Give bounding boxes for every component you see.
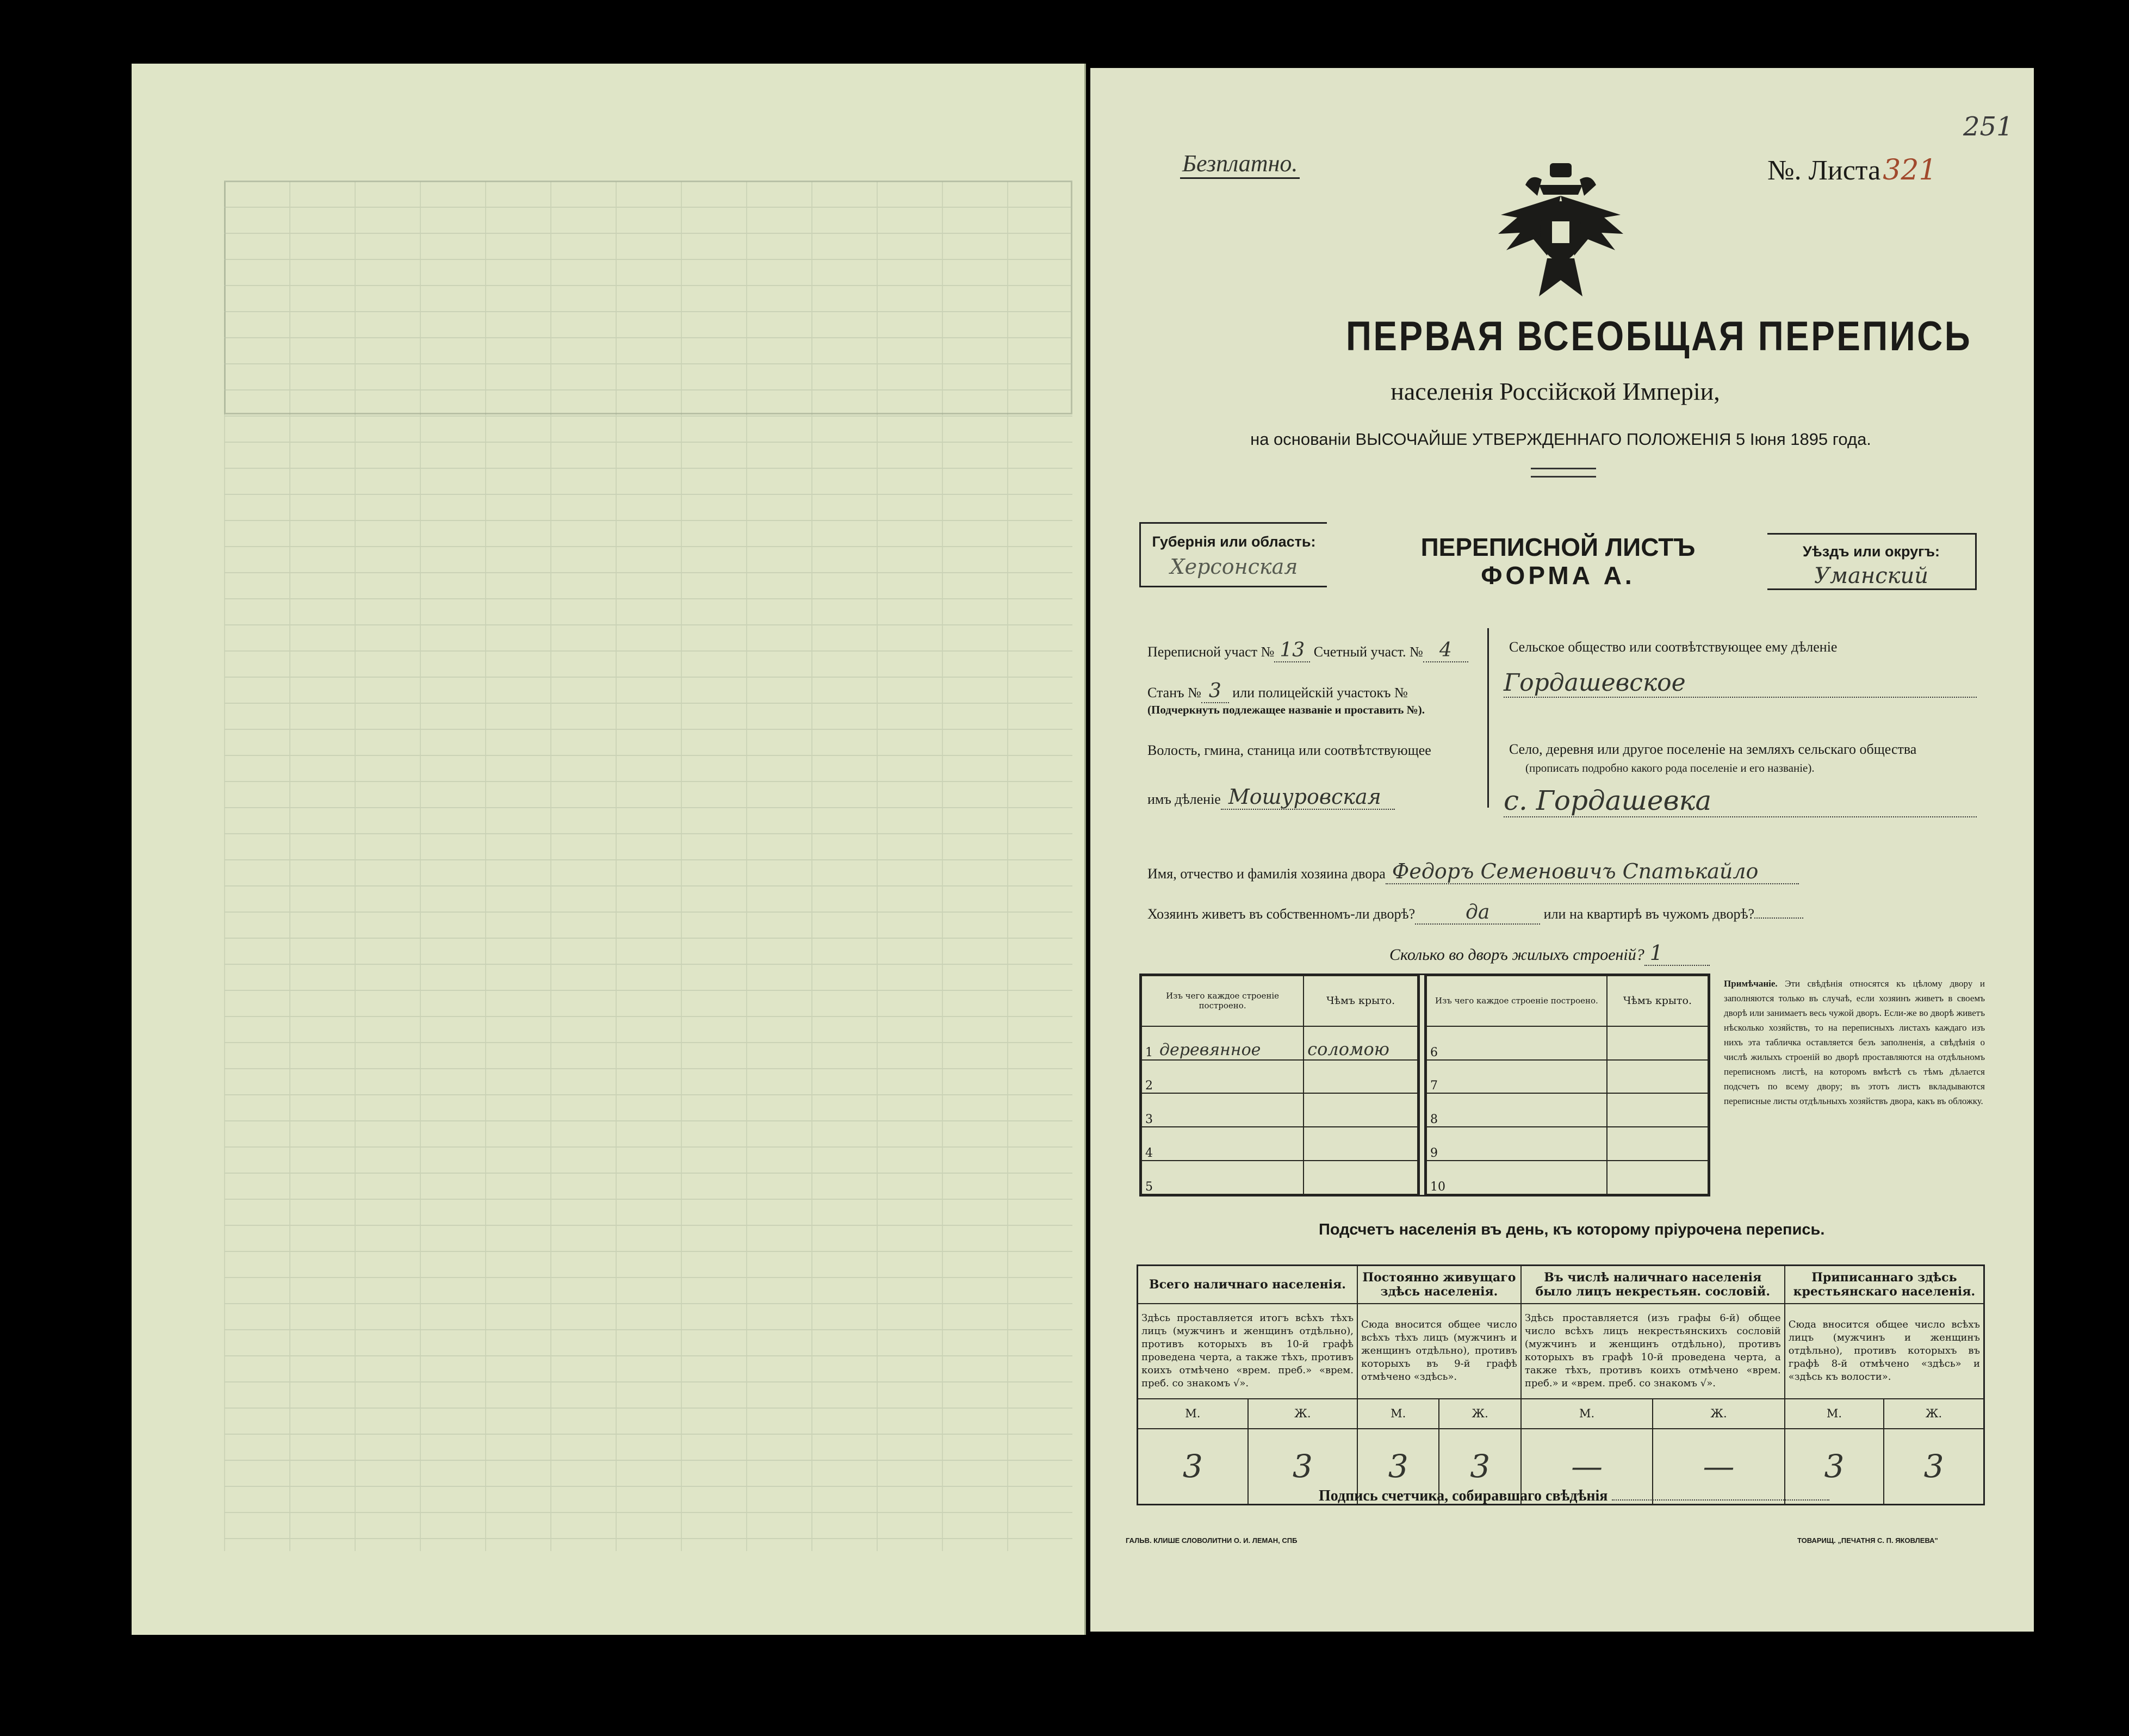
owner-value: Федоръ Семеновичъ Спатькайло <box>1386 859 1799 884</box>
uezd-box <box>1767 533 1977 590</box>
census-form-page <box>1090 68 2034 1632</box>
gubernia-label: Губернія или область: <box>1152 534 1316 550</box>
structure-row: 6 <box>1426 1026 1708 1060</box>
col-roof-header: Чѣмъ крыто. <box>1304 976 1418 1026</box>
population-table <box>1137 1264 1985 1505</box>
structure-row: 2 <box>1141 1060 1418 1094</box>
structures-table-right <box>1426 975 1709 1195</box>
female-label: Ж. <box>1884 1399 1984 1429</box>
sheet-number: 321 <box>1883 154 1937 187</box>
pop-col-title-4: Приписаннаго здѣсь крестьянскаго населенія. <box>1785 1266 1984 1304</box>
male-label: М. <box>1521 1399 1653 1429</box>
printer-left: ГАЛЬВ. КЛИШЕ СЛОВОЛИТНИ О. И. ЛЕМАН, СПБ <box>1126 1536 1298 1545</box>
volost-label: Волость, гмина, станица или соотвѣтствующее <box>1147 742 1431 758</box>
uezd-label: Уѣздъ или округъ: <box>1802 543 1940 560</box>
sheet-title: ПЕРЕПИСНОЙ ЛИСТЪ <box>1420 533 1696 561</box>
free-label: Безплатно. <box>1180 150 1300 179</box>
female-label: Ж. <box>1653 1399 1784 1429</box>
ornament-divider <box>1531 468 1596 478</box>
signature-line: Подпись счетчика, собиравшаго свѣдѣнія <box>1319 1487 1829 1505</box>
volost-value: Мошуровская <box>1221 785 1395 810</box>
double-headed-eagle-emblem <box>1495 163 1626 299</box>
pop-value-female: 3 <box>1439 1429 1520 1505</box>
structures-table-left <box>1141 975 1418 1195</box>
female-label: Ж. <box>1248 1399 1357 1429</box>
structure-row: 3 <box>1141 1093 1418 1127</box>
pop-value-female: — <box>1653 1429 1784 1505</box>
pop-value-male: 3 <box>1138 1429 1248 1505</box>
structure-row: 10 <box>1426 1161 1708 1194</box>
details-divider <box>1487 628 1489 808</box>
pop-col-title-3: Въ числѣ наличнаго населенія было лицъ некрестьян. сословій. <box>1521 1266 1785 1304</box>
structure-row: 1 деревянное соломою <box>1141 1026 1418 1060</box>
pop-col-title-1: Всего наличнаго населенія. <box>1138 1266 1358 1304</box>
stan-line: Станъ № 3 или полицейскій участокъ № <box>1147 680 1408 702</box>
owner-line: Имя, отчество и фамилія хозяина двора Федоръ Семеновичъ Спатькайло <box>1147 859 1799 884</box>
structures-note: Примѣчаніе. Эти свѣдѣнія относятся къ цѣлому двору и заполняются только въ случаѣ, если хозяинъ живетъ в своемъ дворѣ или занимаетъ весь чужой дворъ. Если-же во дворѣ живетъ нѣсколько хозяйствъ, то на переписныхъ листахъ каждаго изъ нихъ эта табличка оставляется безъ заполненія, а свѣдѣнія о числѣ жилыхъ строеній во дворѣ проставляются на отдѣльномъ переписномъ листѣ, на которомъ вмѣстѣ съ тѣмъ дѣлается подсчетъ по всему двору; въ этотъ листъ вкладываются переписные листы отдѣльныхъ хозяйствъ двора, какъ въ обложку. <box>1724 978 1985 1106</box>
count-district-value: 4 <box>1423 639 1468 662</box>
female-label: Ж. <box>1439 1399 1520 1429</box>
pop-col-title-2: Постоянно живущаго здѣсь населенія. <box>1357 1266 1521 1304</box>
pop-col-desc-1: Здѣсь проставляется итогъ всѣхъ тѣхъ лицъ (мужчинъ и женщинъ отдѣльно), противъ которыхъ въ 10-й графѣ проведена черта, а также тѣхъ, противъ коихъ отмѣчено «врем. преб.» «врем. преб. со знакомъ √». <box>1138 1304 1358 1399</box>
buildings-line: Сколько во дворъ жилыхъ строеній? 1 <box>1389 941 1710 966</box>
buildings-value: 1 <box>1644 941 1710 966</box>
uezd-value: Уманский <box>1814 563 1929 588</box>
society-value: Гордашевское <box>1504 669 1977 698</box>
structure-row: 4 <box>1141 1127 1418 1161</box>
structure-row: 7 <box>1426 1060 1708 1094</box>
pop-value-female: 3 <box>1884 1429 1984 1505</box>
sheet-title-block <box>1360 533 1756 590</box>
left-page <box>132 64 1086 1635</box>
archive-number: 251 <box>1963 111 2013 142</box>
village-note: (прописать подробно какого рода поселеніе и его названіе). <box>1525 761 1815 774</box>
sheet-number-label: №. Листа321 <box>1767 154 1937 187</box>
col-material-header-right: Изъ чего каждое строеніе построено. <box>1426 976 1607 1026</box>
society-label: Сельское общество или соотвѣтствующее ему дѣленіе <box>1509 639 1838 655</box>
pop-col-desc-3: Здѣсь проставляется (изъ графы 6-й) общее число всѣхъ лицъ некрестьянскихъ сословій (мужчинъ и женщинъ отдѣльно), противъ которыхъ въ графѣ 10-й проведена черта, а также тѣхъ, противъ коихъ отмѣчено «врем. преб.» и «врем. преб. со знакомъ √». <box>1521 1304 1785 1399</box>
own-yard-value: да <box>1415 901 1540 925</box>
pop-value-female: 3 <box>1248 1429 1357 1505</box>
show-through-grid <box>224 181 1072 1551</box>
male-label: М. <box>1138 1399 1248 1429</box>
pop-col-desc-4: Сюда вносится общее число всѣхъ лицъ (мужчинъ и женщинъ отдѣльно), противъ которыхъ въ графѣ 8-й отмѣчено «здѣсь» и «здѣсь къ волости». <box>1785 1304 1984 1399</box>
structures-table <box>1139 974 1710 1196</box>
printer-right: ТОВАРИЩ. „ПЕЧАТНЯ С. П. ЯКОВЛЕВА" <box>1797 1536 1938 1545</box>
form-main-title: ПЕРВАЯ ВСЕОБЩАЯ ПЕРЕПИСЬ <box>1346 313 1972 359</box>
underline-note: (Подчеркнуть подлежащее названіе и проставить №). <box>1147 703 1425 716</box>
male-label: М. <box>1785 1399 1884 1429</box>
stan-value: 3 <box>1201 680 1229 703</box>
pop-value-male: 3 <box>1357 1429 1439 1505</box>
form-basis-line: на основаніи ВЫСОЧАЙШЕ УТВЕРЖДЕННАГО ПОЛОЖЕНІЯ 5 Іюня 1895 года. <box>1250 430 1871 449</box>
structure-row: 9 <box>1426 1127 1708 1161</box>
male-label: М. <box>1357 1399 1439 1429</box>
col-material-header: Изъ чего каждое строеніе построено. <box>1141 976 1304 1026</box>
pop-value-male: — <box>1521 1429 1653 1505</box>
pop-value-male: 3 <box>1785 1429 1884 1505</box>
col-roof-header-right: Чѣмъ крыто. <box>1607 976 1708 1026</box>
pop-col-desc-2: Сюда вносится общее число всѣхъ тѣхъ лицъ (мужчинъ и женщинъ отдѣльно), противъ которыхъ въ 9-й графѣ отмѣчено «здѣсь». <box>1357 1304 1521 1399</box>
form-type-title: ФОРМА А. <box>1481 561 1635 590</box>
population-heading: Подсчетъ населенія въ день, къ которому пріурочена перепись. <box>1319 1221 1825 1238</box>
census-district-line: Переписной участ № 13 Счетный участ. № 4 <box>1147 639 1468 661</box>
volost-line: имъ дѣленіе Мошуровская <box>1147 785 1395 810</box>
census-district-value: 13 <box>1274 639 1310 662</box>
village-value: с. Гордашевка <box>1504 785 1977 817</box>
form-subtitle: населенія Россійской Имперіи, <box>1391 377 1720 405</box>
gubernia-value: Херсонская <box>1170 555 1298 579</box>
village-label: Село, деревня или другое поселеніе на земляхъ сельскаго общества <box>1509 741 1917 757</box>
structure-row: 8 <box>1426 1093 1708 1127</box>
gubernia-box <box>1139 522 1327 587</box>
yard-line: Хозяинъ живетъ въ собственномъ-ли дворѣ? да или на квартирѣ въ чужомъ дворѣ? <box>1147 901 1803 925</box>
structure-row: 5 <box>1141 1161 1418 1194</box>
